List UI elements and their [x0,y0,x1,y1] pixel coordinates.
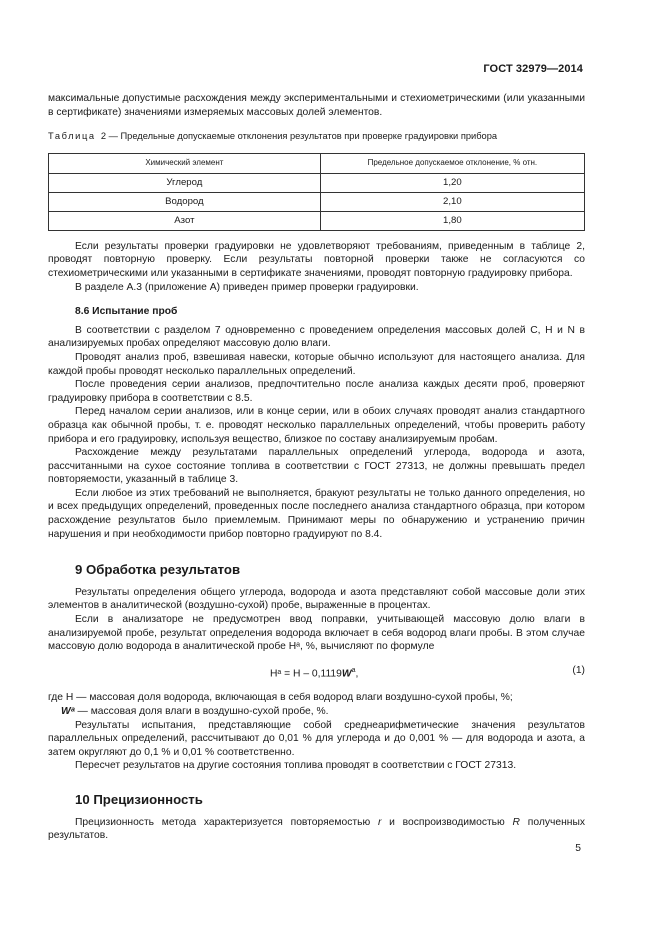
paragraph: Перед началом серии анализов, или в конце серии, или в обоих случаях проводят анализ стандартного образца как обычной пробы, т. е. проводят несколько параллельных определений, чтобы проверить работу прибора и его градуировку, используя вещество, близкое по составу анализируемым пробам. [48,406,585,445]
table-row [49,192,585,211]
paragraph: Если в анализаторе не предусмотрен ввод поправки, учитывающей массовую долю влаги в анализируемой пробе, результат определения водорода включает в себя водород влаги пробы. В этом случае массовую долю водорода в аналитической пробе Нᵃ, %, вычисляют по формуле [48,614,585,653]
table-row [49,173,585,192]
standard-header: ГОСТ 32979—2014 [483,63,583,75]
paragraph: В разделе А.3 (приложение А) приведен пример проверки градуировки. [75,281,419,293]
precision-text-c: полученных результатов. [48,816,585,842]
where-w-symbol: Wᵃ [61,706,75,717]
table-cell-element: Углерод [49,173,321,192]
intro-paragraph: максимальные допустимые расхождения между экспериментальными и стехиометрическими (или указанными в сертификате) значениями измеряемых массовых долей элементов. [48,93,585,118]
formula-lhs: Нᵃ [270,668,282,680]
table-cell-deviation: 1,80 [320,211,584,230]
paragraph: Проводят анализ проб, взвешивая навески, которые обычно используют для настоящего анализа. Для каждой пробы проводят несколько параллельных определений. [48,351,585,377]
paragraph: Пересчет результатов на другие состояния топлива проводят в соответствии с ГОСТ 27313. [75,760,517,772]
page-body [48,92,585,843]
paragraph: В соответствии с разделом 7 одновременно с проведением определения массовых долей С, Н и N в анализируемых пробах определяют массовую долю влаги. [48,324,585,350]
table-caption-text: 2 — Предельные допускаемые отклонения результатов при проверке градуировки прибора [100,131,498,142]
where-w-text: — массовая доля влаги в воздушно-сухой пробе, %. [74,706,329,717]
formula-mid: = Н – 0,1119 [281,668,342,680]
table-row [49,211,585,230]
formula-number: (1) [572,664,585,676]
precision-text-a: Прецизионность метода характеризуется повторяемостью [75,816,378,828]
section-10-title: 10 Прецизионность [75,791,203,807]
deviation-table [48,153,585,231]
section-8-6-title: 8.6 Испытание проб [75,306,178,318]
repeatability-symbol: r [377,816,382,828]
paragraph: Результаты испытания, представляющие собой среднеарифметические значения результатов параллельных определений, рассчитывают до 0,01 % для углерода и до 0,001 % — для водорода и азота, а затем округляют до 0,1 % и 0,01 % соответственно. [48,719,585,758]
formula-tail: , [355,668,359,680]
table-cell-element: Водород [49,192,321,211]
table-header-row [49,153,585,173]
table-cell-deviation: 2,10 [320,192,584,211]
paragraph: Расхождение между результатами параллельных определений углерода, водорода и азота, рассчитанными на сухое состояние топлива в соответствии с ГОСТ 27313, не должны превышать предел повторяемости, указанный в таблице 3. [48,447,585,486]
table-cell-deviation: 1,20 [320,173,584,192]
formula-1 [48,664,585,678]
formula-where-h: где Н — массовая доля водорода, включающая в себя водород влаги воздушно-сухой пробы, %; [48,692,513,704]
table-caption [48,130,585,144]
page-number: 5 [575,843,581,854]
formula-w-symbol: W [341,668,352,680]
table-cell-element: Азот [49,211,321,230]
table-header-element: Химический элемент [49,153,321,173]
table-header-deviation: Предельное допускаемое отклонение, % отн. [320,153,584,173]
paragraph: Если любое из этих требований не выполняется, бракуют результаты не только данного определения, но и всех предыдущих определений, проведенных после последнего анализа стандартного образца, при котором расхождение результатов было приемлемым. Принимают меры по обнаружению и устранению причин нарушения и при необходимости прибор повторно градуируют по 8.4. [48,487,585,540]
section-9-title: 9 Обработка результатов [75,562,241,578]
paragraph: После проведения серии анализов, предпочтительно после анализа каждых десяти проб, проверяют градуировку прибора в соответствии с 8.5. [48,379,585,404]
reproducibility-symbol: R [512,816,520,828]
paragraph: Результаты определения общего углерода, водорода и азота представляют собой массовые доли этих элементов в аналитической (воздушно-сухой) пробе, выраженные в процентах. [48,586,585,612]
paragraph: Если результаты проверки градуировки не удовлетворяют требованиям, приведенным в таблице 2, проводят повторную проверку. Если результаты повторной проверки также не согласуются со стехиометрическими или указанными в сертификате значениями, проводят повторную градуировку прибора. [48,240,585,279]
formula-expression [270,664,358,681]
precision-paragraph [48,816,585,843]
formula-w-superscript: a [351,666,356,674]
formula-where-w [48,705,585,719]
precision-text-b: и воспроизводимостью [381,816,513,828]
table-caption-label: Таблица [48,131,96,142]
